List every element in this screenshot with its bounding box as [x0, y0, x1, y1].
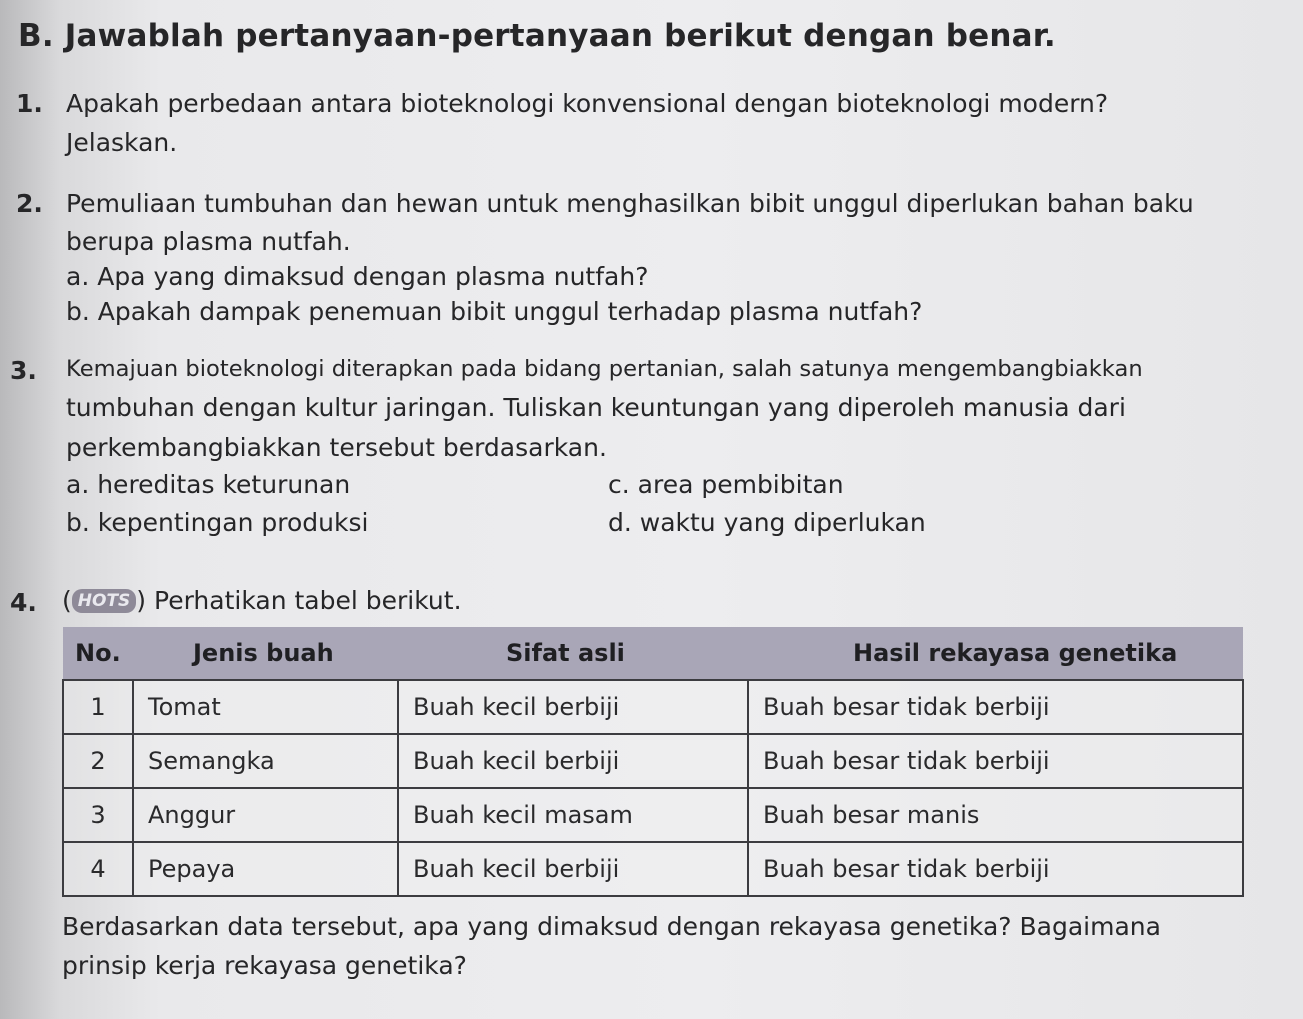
cell-sifat: Buah kecil berbiji [398, 680, 748, 734]
cell-hasil: Buah besar manis [748, 788, 1243, 842]
cell-no: 3 [63, 788, 133, 842]
cell-jenis: Tomat [133, 680, 398, 734]
question-4-follow-1: Berdasarkan data tersebut, apa yang dimaksud dengan rekayasa genetika? Bagaimana [62, 912, 1161, 941]
question-2-option-b: b. Apakah dampak penemuan bibit unggul terhadap plasma nutfah? [66, 297, 923, 326]
question-3-line-2: tumbuhan dengan kultur jaringan. Tuliskan keuntungan yang diperoleh manusia dari [66, 393, 1126, 422]
header-jenis-buah: Jenis buah [133, 627, 398, 680]
cell-hasil: Buah besar tidak berbiji [748, 734, 1243, 788]
question-3-option-a: a. hereditas keturunan [66, 470, 351, 499]
paren-close: ) [136, 586, 147, 615]
question-3-option-c: c. area pembibitan [608, 470, 844, 499]
question-2-number: 2. [16, 189, 43, 218]
cell-sifat: Buah kecil berbiji [398, 842, 748, 896]
cell-jenis: Semangka [133, 734, 398, 788]
question-4-intro [62, 586, 462, 615]
hots-badge: HOTS [72, 589, 137, 613]
header-no: No. [63, 627, 133, 680]
cell-sifat: Buah kecil masam [398, 788, 748, 842]
cell-sifat: Buah kecil berbiji [398, 734, 748, 788]
question-3-option-d: d. waktu yang diperlukan [608, 508, 926, 537]
header-hasil-rekayasa: Hasil rekayasa genetika [748, 627, 1243, 680]
cell-no: 4 [63, 842, 133, 896]
question-2-line-1: Pemuliaan tumbuhan dan hewan untuk menghasilkan bibit unggul diperlukan bahan baku [66, 189, 1194, 218]
question-4-follow-2: prinsip kerja rekayasa genetika? [62, 951, 467, 980]
section-heading: B. Jawablah pertanyaan-pertanyaan berikut dengan benar. [18, 18, 1056, 54]
question-3-number: 3. [10, 356, 37, 385]
question-1-line-2: Jelaskan. [66, 128, 178, 157]
question-1-line-1: Apakah perbedaan antara bioteknologi konvensional dengan bioteknologi modern? [66, 89, 1109, 118]
cell-jenis: Anggur [133, 788, 398, 842]
question-2-line-2: berupa plasma nutfah. [66, 227, 351, 256]
table-header-row [63, 627, 1243, 680]
cell-no: 1 [63, 680, 133, 734]
question-3-line-3: perkembangbiakkan tersebut berdasarkan. [66, 433, 607, 462]
cell-no: 2 [63, 734, 133, 788]
question-1-number: 1. [16, 89, 43, 118]
table-row [63, 842, 1243, 896]
question-2-option-a: a. Apa yang dimaksud dengan plasma nutfah? [66, 262, 649, 291]
paren-open: ( [62, 586, 72, 615]
cell-jenis: Pepaya [133, 842, 398, 896]
cell-hasil: Buah besar tidak berbiji [748, 680, 1243, 734]
genetics-table [62, 627, 1244, 897]
table-row [63, 680, 1243, 734]
question-3-option-b: b. kepentingan produksi [66, 508, 369, 537]
table-row [63, 734, 1243, 788]
header-sifat-asli: Sifat asli [398, 627, 748, 680]
table-row [63, 788, 1243, 842]
question-4-intro-text: Perhatikan tabel berikut. [154, 586, 462, 615]
question-4-number: 4. [10, 588, 37, 617]
cell-hasil: Buah besar tidak berbiji [748, 842, 1243, 896]
question-3-line-1: Kemajuan bioteknologi diterapkan pada bidang pertanian, salah satunya mengembangbiakkan [66, 356, 1143, 382]
